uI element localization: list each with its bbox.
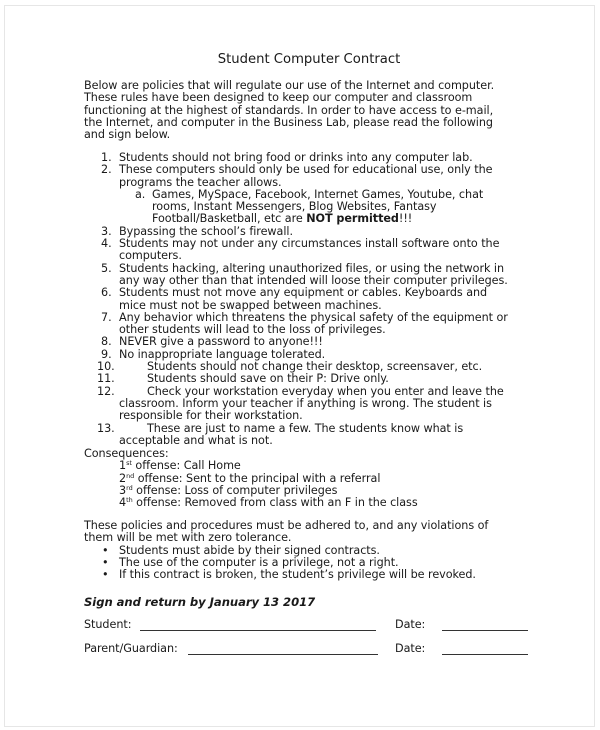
policy-line: them will be met with zero tolerance. [84, 531, 292, 545]
offense-label: offense: [132, 483, 185, 497]
student-signature-line[interactable] [140, 630, 376, 631]
rule-item [84, 386, 534, 423]
bullet-text: Students must abide by their signed contracts. [119, 543, 380, 557]
rule-number: 10. [97, 360, 115, 374]
offense-ordinal: 3 [119, 483, 127, 497]
bullet-text: If this contract is broken, the student’s privilege will be revoked. [119, 568, 476, 582]
rule-text-line: Students should save on their P: Drive only. [147, 372, 389, 386]
parent-date-line[interactable] [442, 654, 528, 655]
rule-text: Students may not under any circumstances install software onto the [119, 237, 500, 251]
rule-text: Students hacking, altering unauthorized files, or using the network in [119, 261, 505, 275]
rule-number: 13. [97, 421, 115, 435]
rule-text: other students will lead to the loss of privileges. [119, 323, 386, 337]
sub-rule-suffix: !!! [398, 212, 413, 226]
offense-ordinal: 1 [119, 459, 127, 473]
policy-bullet-item [84, 569, 534, 581]
policy-line: These policies and procedures must be adhered to, and any violations of [84, 519, 489, 532]
rule-text: These computers should only be used for educational use, only the [119, 163, 493, 177]
rule-number: 4. [101, 237, 112, 251]
rules-list [84, 152, 534, 447]
bullet-text: The use of the computer is a privilege, not a right. [119, 555, 399, 569]
rule-number: 2. [101, 163, 112, 177]
rule-text: Bypassing the school’s firewall. [119, 224, 293, 238]
offense-ordinal-suffix: rd [126, 483, 133, 492]
offense-label: offense: [134, 471, 187, 485]
rule-item [84, 287, 534, 312]
rule-number: 5. [101, 261, 112, 275]
rule-text: classroom. Inform your teacher if anything is wrong. The student is [119, 396, 492, 410]
rule-item [84, 263, 534, 288]
rule-text: responsible for their workstation. [119, 409, 303, 423]
rule-text: Students should not bring food or drinks into any computer lab. [119, 151, 473, 164]
consequences-section [84, 448, 534, 509]
rule-item [84, 312, 534, 337]
rule-number: 7. [101, 310, 112, 324]
offense-label: offense: [131, 459, 184, 473]
rule-item [84, 423, 534, 448]
offense-ordinal-suffix: nd [126, 471, 135, 480]
rule-text-line: These are just to name a few. The students know what is [147, 421, 464, 435]
rule-text: acceptable and what is not. [119, 433, 273, 447]
intro-line: functioning at the highest of standards. In order to have access to e-mail, [84, 103, 494, 117]
parent-signature-row [84, 643, 544, 657]
bullet-icon: • [102, 568, 109, 582]
rule-text-line: Students should not change their desktop, screensaver, etc. [147, 360, 483, 374]
rule-text [119, 423, 534, 435]
offense-consequence: Removed from class with an F in the class [184, 496, 418, 510]
intro-paragraph [84, 80, 534, 141]
sub-rule-item [84, 189, 534, 226]
sub-rule-text: Games, MySpace, Facebook, Internet Games, Youtube, chat [152, 187, 484, 201]
sub-rule-prefix: Football/Basketball, etc are [152, 212, 307, 226]
student-label: Student: [84, 618, 132, 631]
rule-number: 1. [101, 151, 112, 164]
rule-item [84, 336, 534, 348]
parent-date-label: Date: [395, 642, 426, 655]
intro-line: Below are policies that will regulate our use of the Internet and computer. [84, 79, 495, 92]
rule-text: programs the teacher allows. [119, 175, 282, 189]
offense-ordinal: 4 [119, 496, 127, 510]
student-date-line[interactable] [442, 630, 528, 631]
rule-number: 11. [97, 372, 115, 386]
offense-ordinal-suffix: st [126, 459, 132, 468]
intro-line: These rules have been designed to keep our computer and classroom [84, 91, 473, 105]
rule-text: NEVER give a password to anyone!!! [119, 335, 323, 349]
bullet-icon: • [102, 555, 109, 569]
rule-number: 12. [97, 384, 115, 398]
parent-guardian-label: Parent/Guardian: [84, 642, 178, 655]
rule-text: Students must not move any equipment or cables. Keyboards and [119, 286, 488, 300]
document-title: Student Computer Contract [217, 52, 401, 67]
consequences-heading: Consequences: [84, 447, 169, 460]
rule-text: mice must not be swapped between machines. [119, 298, 382, 312]
rule-number: 6. [101, 286, 112, 300]
rule-text-line: Check your workstation everyday when you enter and leave the [147, 384, 504, 398]
sub-rule-text: rooms, Instant Messengers, Blog Websites, Fantasy [152, 200, 437, 214]
rule-number: 9. [101, 347, 112, 361]
rule-number: 8. [101, 335, 112, 349]
offense-ordinal: 2 [119, 471, 127, 485]
rule-text: any way other than that intended will loose their computer privileges. [119, 273, 508, 287]
rule-text: computers. [119, 249, 182, 263]
sub-rule-letter: a. [135, 187, 146, 201]
rule-text: No inappropriate language tolerated. [119, 347, 326, 361]
offense-consequence: Call Home [183, 459, 241, 473]
rule-text: Any behavior which threatens the physical safety of the equipment or [119, 310, 508, 324]
intro-line: and sign below. [84, 128, 171, 142]
not-permitted-emphasis: NOT permitted [306, 212, 399, 226]
offense-consequence: Loss of computer privileges [184, 483, 338, 497]
student-date-label: Date: [395, 618, 426, 631]
rule-number: 3. [101, 224, 112, 238]
parent-signature-line[interactable] [188, 654, 378, 655]
offense-label: offense: [132, 496, 185, 510]
offense-item [84, 497, 534, 509]
sub-rule-text [152, 213, 534, 225]
offense-ordinal-suffix: th [126, 496, 133, 505]
return-deadline: Sign and return by January 13 2017 [84, 595, 316, 609]
policy-section [84, 520, 534, 581]
rule-item [84, 164, 534, 189]
bullet-icon: • [102, 543, 109, 557]
offense-consequence: Sent to the principal with a referral [186, 471, 381, 485]
rule-item [84, 238, 534, 263]
intro-line: the Internet, and computer in the Business Lab, please read the following [84, 115, 493, 129]
student-signature-row [84, 619, 544, 633]
